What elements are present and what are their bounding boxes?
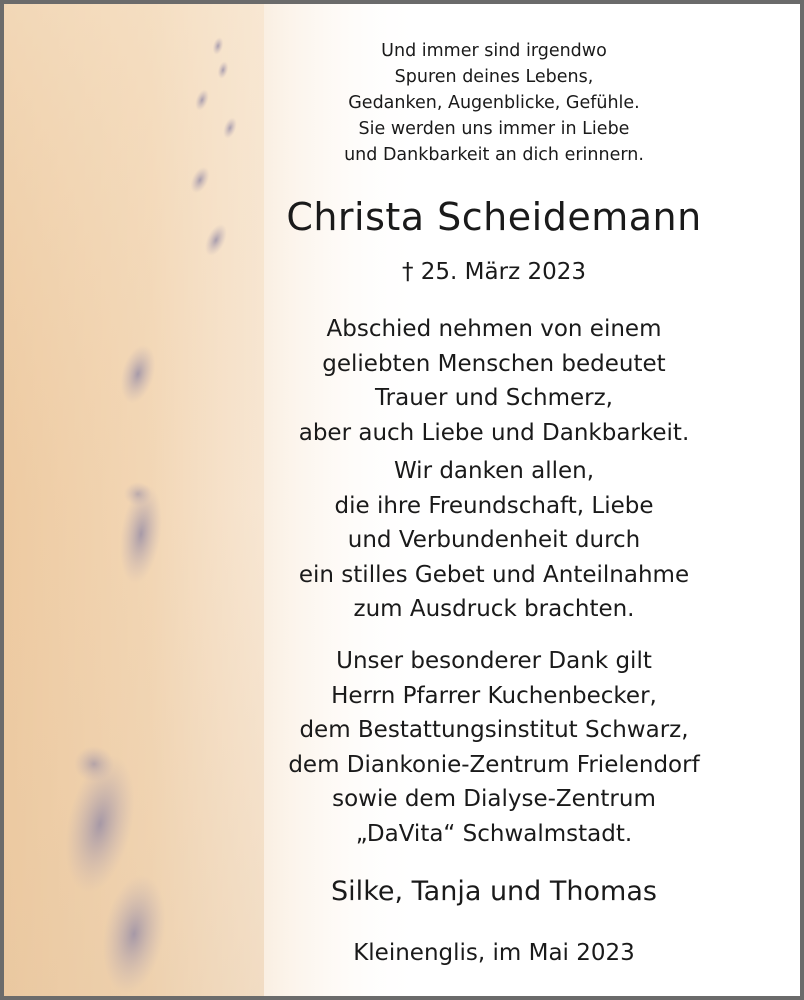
memorial-poem: Und immer sind irgendwo Spuren deines Lebens, Gedanken, Augenblicke, Gefühle. Sie werden uns immer in Liebe und Dankbarkeit an dich erinnern. bbox=[344, 41, 644, 165]
obituary-text bbox=[234, 4, 754, 1000]
death-date: † 25. März 2023 bbox=[401, 259, 586, 285]
special-thanks-paragraph: Unser besonderer Dank gilt Herrn Pfarrer Kuchenbecker, dem Bestattungsinstitut Schwarz, dem Diankonie-Zentrum Frielendorf sowie dem Dialyse-Zentrum „DaVita“ Schwalmstadt. bbox=[288, 648, 700, 847]
farewell-paragraph: Abschied nehmen von einem geliebten Menschen bedeutet Trauer und Schmerz, aber auch Liebe und Dankbarkeit. bbox=[298, 316, 690, 446]
deceased-name: Christa Scheidemann bbox=[286, 195, 702, 239]
signers: Silke, Tanja und Thomas bbox=[331, 876, 657, 907]
place-and-date: Kleinenglis, im Mai 2023 bbox=[353, 940, 635, 966]
thanks-paragraph: Wir danken allen, die ihre Freundschaft, Liebe und Verbundenheit durch ein stilles Gebet und Anteilnahme zum Ausdruck brachten. bbox=[298, 458, 690, 622]
